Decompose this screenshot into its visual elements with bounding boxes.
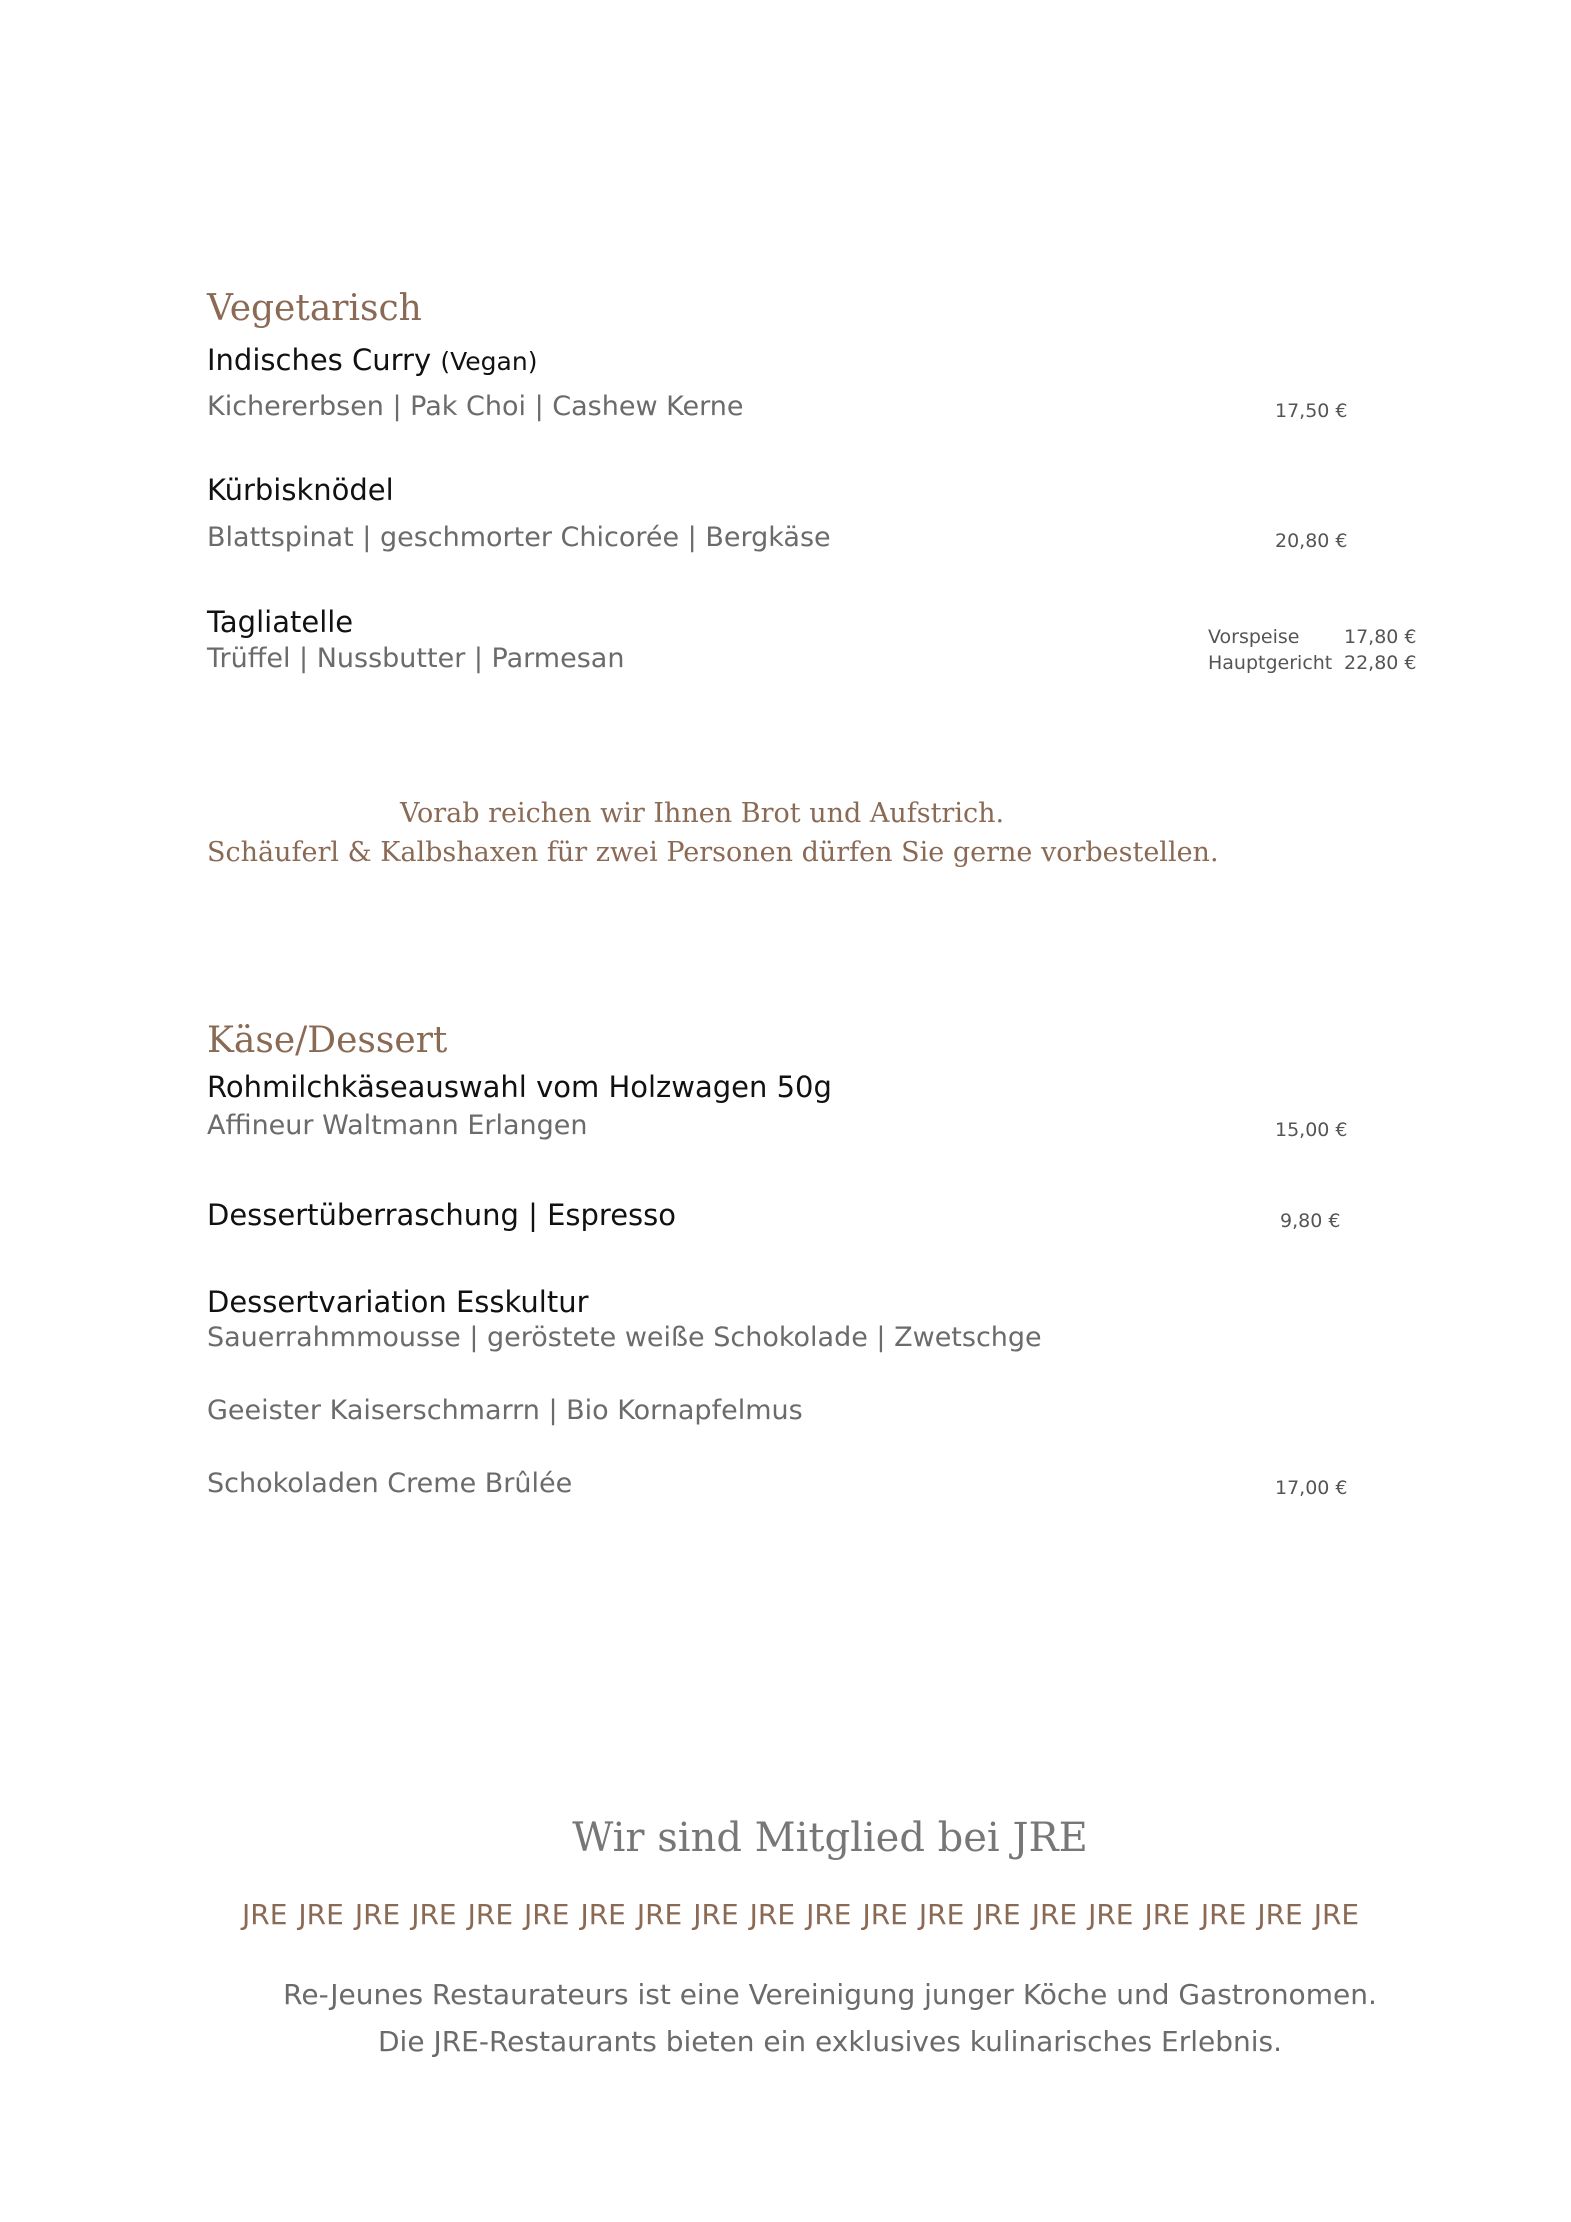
dish-price: 17,50 € xyxy=(1275,400,1348,422)
jre-logo: JRE xyxy=(1257,1898,1303,1931)
jre-info-line: Re-Jeunes Restaurateurs ist eine Vereinigung junger Köche und Gastronomen. xyxy=(283,1978,1377,2011)
jre-logo: JRE xyxy=(1313,1898,1360,1931)
jre-logo: JRE xyxy=(975,1898,1021,1931)
dish-name xyxy=(207,343,537,377)
dish-price: 9,80 € xyxy=(1280,1210,1341,1232)
jre-heading: Wir sind Mitglied bei JRE xyxy=(572,1815,1088,1861)
jre-logo: JRE xyxy=(524,1898,570,1931)
jre-logo: JRE xyxy=(749,1898,796,1931)
jre-logo: JRE xyxy=(636,1898,683,1931)
section-title-kaese-dessert: Käse/Dessert xyxy=(207,1020,448,1061)
jre-logo: JRE xyxy=(693,1898,739,1931)
dish-price: 17,00 € xyxy=(1275,1477,1348,1499)
notice-line-preorder: Schäuferl & Kalbshaxen für zwei Personen dürfen Sie gerne vorbestellen. xyxy=(207,837,1219,868)
price-starter: 17,80 € xyxy=(1344,626,1417,648)
dish-name: Tagliatelle xyxy=(207,605,354,639)
dish-description: Affineur Waltmann Erlangen xyxy=(207,1110,588,1141)
price-label-main: Hauptgericht xyxy=(1208,652,1333,674)
jre-logo: JRE xyxy=(467,1898,514,1931)
dish-description: Geeister Kaiserschmarrn | Bio Kornapfelmus xyxy=(207,1395,803,1426)
dish-description: Schokoladen Creme Brûlée xyxy=(207,1468,573,1499)
dish-description: Kichererbsen | Pak Choi | Cashew Kerne xyxy=(207,391,744,422)
jre-logo: JRE xyxy=(862,1898,908,1931)
jre-logo: JRE xyxy=(580,1898,626,1931)
jre-info-line: Die JRE-Restaurants bieten ein exklusives kulinarisches Erlebnis. xyxy=(377,2025,1283,2058)
jre-logo: JRE xyxy=(411,1898,457,1931)
dish-note: (Vegan) xyxy=(440,347,538,376)
jre-logo: JRE xyxy=(1088,1898,1134,1931)
jre-logo-row xyxy=(242,1898,1370,1931)
section-title-vegetarisch: Vegetarisch xyxy=(207,288,422,329)
dish-description: Sauerrahmmousse | geröstete weiße Schokolade | Zwetschge xyxy=(207,1322,1042,1353)
jre-logo: JRE xyxy=(298,1898,344,1931)
notice-line-bread: Vorab reichen wir Ihnen Brot und Aufstrich. xyxy=(400,798,1005,829)
jre-logo: JRE xyxy=(354,1898,401,1931)
dish-price: 20,80 € xyxy=(1275,530,1348,552)
jre-logo: JRE xyxy=(918,1898,965,1931)
dish-name: Kürbisknödel xyxy=(207,473,394,507)
dish-title: Indisches Curry xyxy=(207,343,432,377)
jre-logo: JRE xyxy=(806,1898,852,1931)
dish-name: Dessertüberraschung | Espresso xyxy=(207,1198,676,1232)
jre-logo: JRE xyxy=(1200,1898,1247,1931)
dish-name: Dessertvariation Esskultur xyxy=(207,1285,589,1319)
jre-logo: JRE xyxy=(242,1898,288,1931)
jre-logo: JRE xyxy=(1144,1898,1190,1931)
dish-price: 15,00 € xyxy=(1275,1119,1348,1141)
jre-logo: JRE xyxy=(1031,1898,1078,1931)
price-label-starter: Vorspeise xyxy=(1208,626,1300,648)
price-main: 22,80 € xyxy=(1344,652,1417,674)
dish-name: Rohmilchkäseauswahl vom Holzwagen 50g xyxy=(207,1070,832,1104)
dish-description: Trüffel | Nussbutter | Parmesan xyxy=(207,643,625,674)
dish-description: Blattspinat | geschmorter Chicorée | Bergkäse xyxy=(207,522,831,553)
